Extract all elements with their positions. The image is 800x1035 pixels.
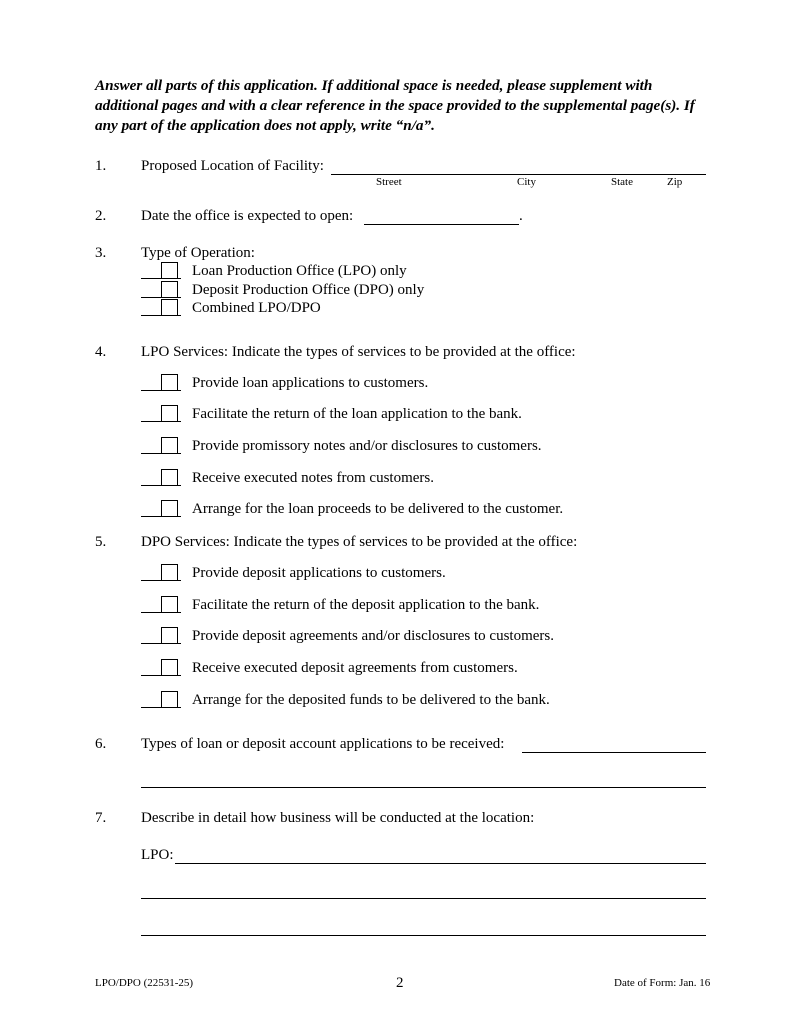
lpo-service-checkbox[interactable] — [141, 469, 181, 487]
dpo-service-checkbox[interactable] — [141, 659, 181, 677]
instructions: Answer all parts of this application. If additional space is needed, please supplement with additional pages and with a clear reference in the space provided to the supplemental page(s). If any part of the application does not apply, write “n/a”. — [95, 77, 695, 134]
q2-period: . — [519, 208, 523, 224]
city-caption: City — [517, 176, 536, 188]
application-types-field[interactable] — [522, 752, 706, 753]
dpo-service-label: Receive executed deposit agreements from customers. — [192, 660, 518, 676]
dpo-service-checkbox[interactable] — [141, 691, 181, 709]
q1-number: 1. — [95, 158, 107, 174]
q3-number: 3. — [95, 245, 107, 261]
lpo-service-checkbox[interactable] — [141, 374, 181, 392]
q3-option-label: Combined LPO/DPO — [192, 300, 321, 316]
q2-number: 2. — [95, 208, 107, 224]
dpo-service-label: Provide deposit agreements and/or disclosures to customers. — [192, 628, 555, 644]
form-id: LPO/DPO (22531-25) — [95, 977, 194, 989]
q7-label: Describe in detail how business will be conducted at the location: — [141, 810, 535, 826]
lpo-description-line2[interactable] — [141, 898, 706, 899]
dpo-service-checkbox[interactable] — [141, 596, 181, 614]
q3-option-label: Loan Production Office (LPO) only — [192, 263, 407, 279]
street-caption: Street — [376, 176, 402, 188]
q3-label: Type of Operation: — [141, 245, 255, 261]
lpo-service-checkbox[interactable] — [141, 437, 181, 455]
lpo-service-label: Facilitate the return of the loan application to the bank. — [192, 406, 522, 422]
lpo-service-label: Receive executed notes from customers. — [192, 470, 434, 486]
dpo-service-label: Facilitate the return of the deposit application to the bank. — [192, 597, 540, 613]
q4-number: 4. — [95, 344, 107, 360]
lpo-service-label: Provide loan applications to customers. — [192, 375, 429, 391]
dpo-service-label: Provide deposit applications to customers. — [192, 565, 446, 581]
dpo-service-label: Arrange for the deposited funds to be delivered to the bank. — [192, 692, 550, 708]
form-date: Date of Form: Jan. 16 — [614, 977, 711, 989]
q5-label: DPO Services: Indicate the types of services to be provided at the office: — [141, 534, 578, 550]
page-number: 2 — [396, 975, 404, 991]
dpo-service-checkbox[interactable] — [141, 627, 181, 645]
zip-caption: Zip — [667, 176, 683, 188]
lpo-service-label: Provide promissory notes and/or disclosures to customers. — [192, 438, 542, 454]
dpo-service-checkbox[interactable] — [141, 564, 181, 582]
lpo-service-checkbox[interactable] — [141, 405, 181, 423]
q6-number: 6. — [95, 736, 107, 752]
location-field[interactable] — [331, 174, 706, 175]
lpo-label: LPO: — [141, 847, 174, 863]
q3-option-checkbox[interactable] — [141, 281, 181, 299]
q2-label: Date the office is expected to open: — [141, 208, 354, 224]
q7-number: 7. — [95, 810, 107, 826]
q5-number: 5. — [95, 534, 107, 550]
lpo-service-checkbox[interactable] — [141, 500, 181, 518]
q4-label: LPO Services: Indicate the types of services to be provided at the office: — [141, 344, 576, 360]
application-types-field-line2[interactable] — [141, 787, 706, 788]
state-caption: State — [611, 176, 633, 188]
q3-option-checkbox[interactable] — [141, 262, 181, 280]
q3-option-label: Deposit Production Office (DPO) only — [192, 282, 425, 298]
lpo-service-label: Arrange for the loan proceeds to be delivered to the customer. — [192, 501, 564, 517]
q3-option-checkbox[interactable] — [141, 299, 181, 317]
open-date-field[interactable] — [364, 224, 519, 225]
lpo-description-field[interactable] — [175, 863, 706, 864]
q1-label: Proposed Location of Facility: — [141, 158, 324, 174]
lpo-description-line3[interactable] — [141, 935, 706, 936]
q6-label: Types of loan or deposit account applications to be received: — [141, 736, 505, 752]
